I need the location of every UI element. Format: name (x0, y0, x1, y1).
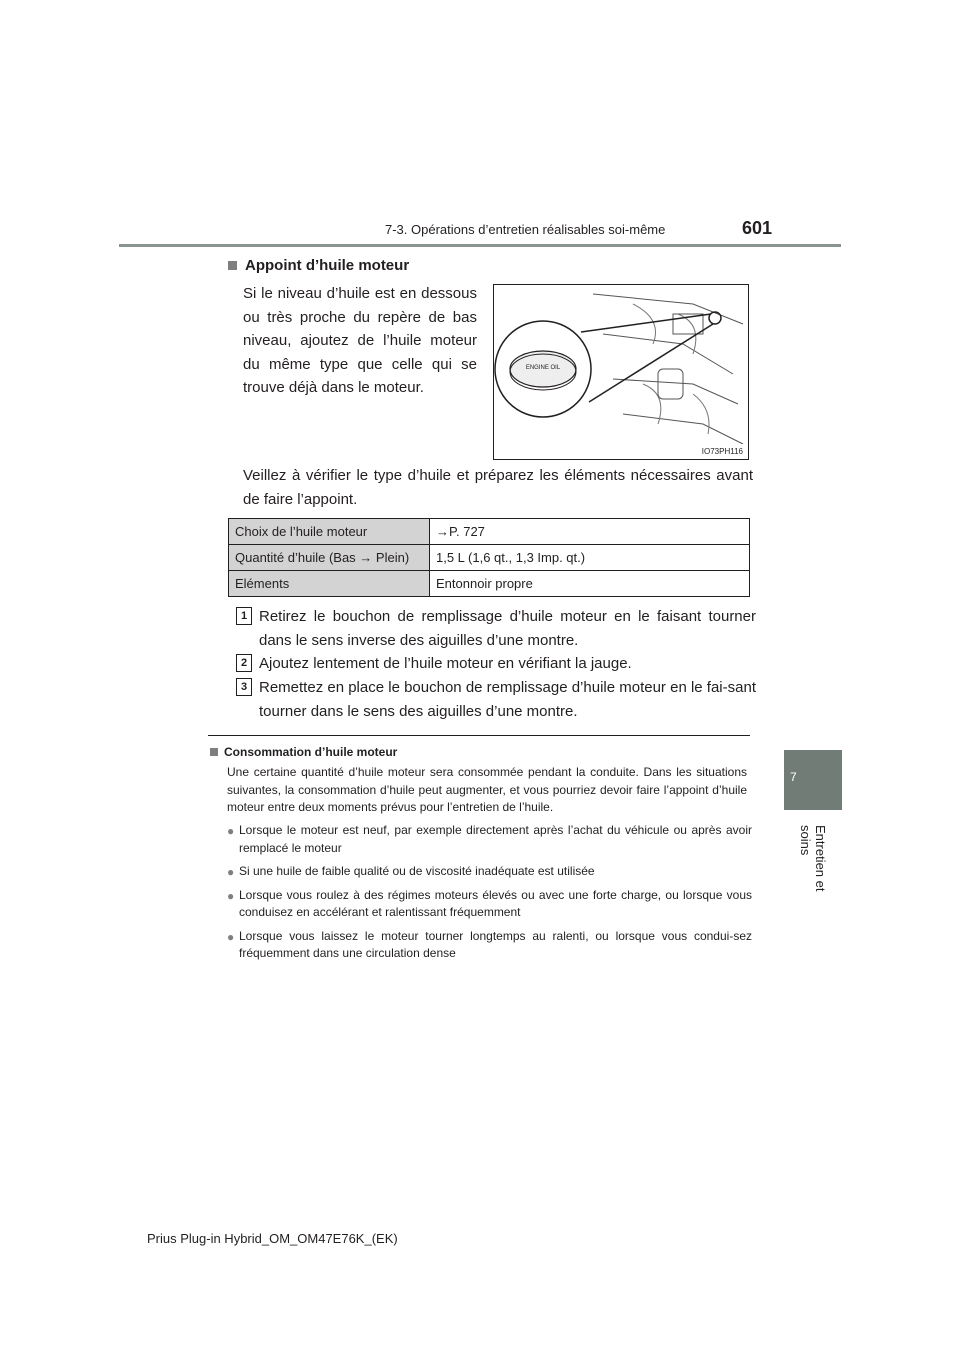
section-divider (208, 735, 750, 736)
bullet-dot-icon: ● (227, 888, 235, 903)
list-item (227, 822, 752, 857)
engine-bay-illustration (493, 284, 749, 460)
step-number-badge: 3 (236, 678, 252, 696)
figure-code: IO73PH116 (701, 447, 743, 456)
section-title: 7-3. Opérations d’entretien réalisables soi-même (385, 222, 666, 237)
table-row (229, 571, 750, 597)
step-number-badge: 1 (236, 607, 252, 625)
chapter-label: Entretien et soins (798, 825, 828, 892)
list-item (227, 928, 752, 963)
consumption-intro: Une certaine quantité d’huile moteur sera consommée pendant la conduite. Dans les situations suivantes, la consommation d’huile peut augmenter, et vous pourriez devoir faire l’appoint d’huile moteur entre deux moments prévus pour l’entretien de l’huile. (227, 765, 747, 814)
document-footer: Prius Plug-in Hybrid_OM_OM47E76K_(EK) (147, 1231, 398, 1246)
step-1 (236, 605, 756, 652)
header-rule (119, 244, 841, 247)
list-item-text: Lorsque vous laissez le moteur tourner longtemps au ralenti, ou lorsque vous condui-sez fréquemment dans une circulation dense (239, 928, 752, 960)
consumption-heading (210, 745, 397, 759)
table-key: Choix de l’huile moteur (229, 519, 430, 545)
table-value: Entonnoir propre (430, 571, 750, 597)
list-item-text: Lorsque vous roulez à des régimes moteurs élevés ou avec une forte charge, ou lorsque vous conduisez en accélérant et ralentissant fréquemment (239, 887, 752, 919)
bullet-dot-icon: ● (227, 929, 235, 944)
step-text: Retirez le bouchon de remplissage d’huile moteur en le faisant tourner dans le sens inverse des aiguilles d’une montre. (259, 608, 756, 649)
consumption-list (227, 822, 752, 969)
square-bullet-icon (228, 261, 237, 270)
section-heading-text: Appoint d’huile moteur (245, 257, 410, 274)
cap-label: ENGINE OIL (525, 365, 561, 371)
step-text: Ajoutez lentement de l’huile moteur en vérifiant la jauge. (259, 655, 632, 672)
chapter-number: 7 (790, 770, 797, 784)
oil-spec-table (228, 518, 750, 597)
step-3 (236, 676, 756, 723)
section-heading (228, 257, 409, 274)
list-item-text: Lorsque le moteur est neuf, par exemple directement après l’achat du véhicule ou après avoir remplacé le moteur (239, 823, 752, 855)
engine-oil-figure (493, 284, 749, 460)
bullet-dot-icon: ● (227, 824, 235, 838)
table-row (229, 519, 750, 545)
table-key: Eléments (229, 571, 430, 597)
step-text: Remettez en place le bouchon de remplissage d’huile moteur en le fai-sant tourner dans le sens des aiguilles d’une montre. (259, 679, 756, 720)
table-value: →P. 727 (430, 519, 750, 545)
table-value: 1,5 L (1,6 qt., 1,3 Imp. qt.) (430, 545, 750, 571)
list-item-text: Si une huile de faible qualité ou de viscosité inadéquate est utilisée (239, 864, 595, 878)
step-2 (236, 652, 756, 676)
consumption-heading-text: Consommation d’huile moteur (224, 745, 398, 759)
intro-paragraph: Si le niveau d’huile est en dessous ou très proche du repère de bas niveau, ajoutez de l’huile moteur du même type que celle qui se trouve déjà dans le moteur. (243, 285, 477, 396)
list-item (227, 887, 752, 922)
square-bullet-icon (210, 748, 218, 756)
table-key: Quantité d’huile (Bas → Plein) (229, 545, 430, 571)
page-number: 601 (742, 218, 773, 238)
bullet-dot-icon: ● (227, 865, 235, 879)
step-number-badge: 2 (236, 654, 252, 672)
table-row (229, 545, 750, 571)
note-paragraph: Veillez à vérifier le type d’huile et préparez les éléments nécessaires avant de faire l’appoint. (243, 467, 753, 508)
list-item (227, 863, 752, 881)
